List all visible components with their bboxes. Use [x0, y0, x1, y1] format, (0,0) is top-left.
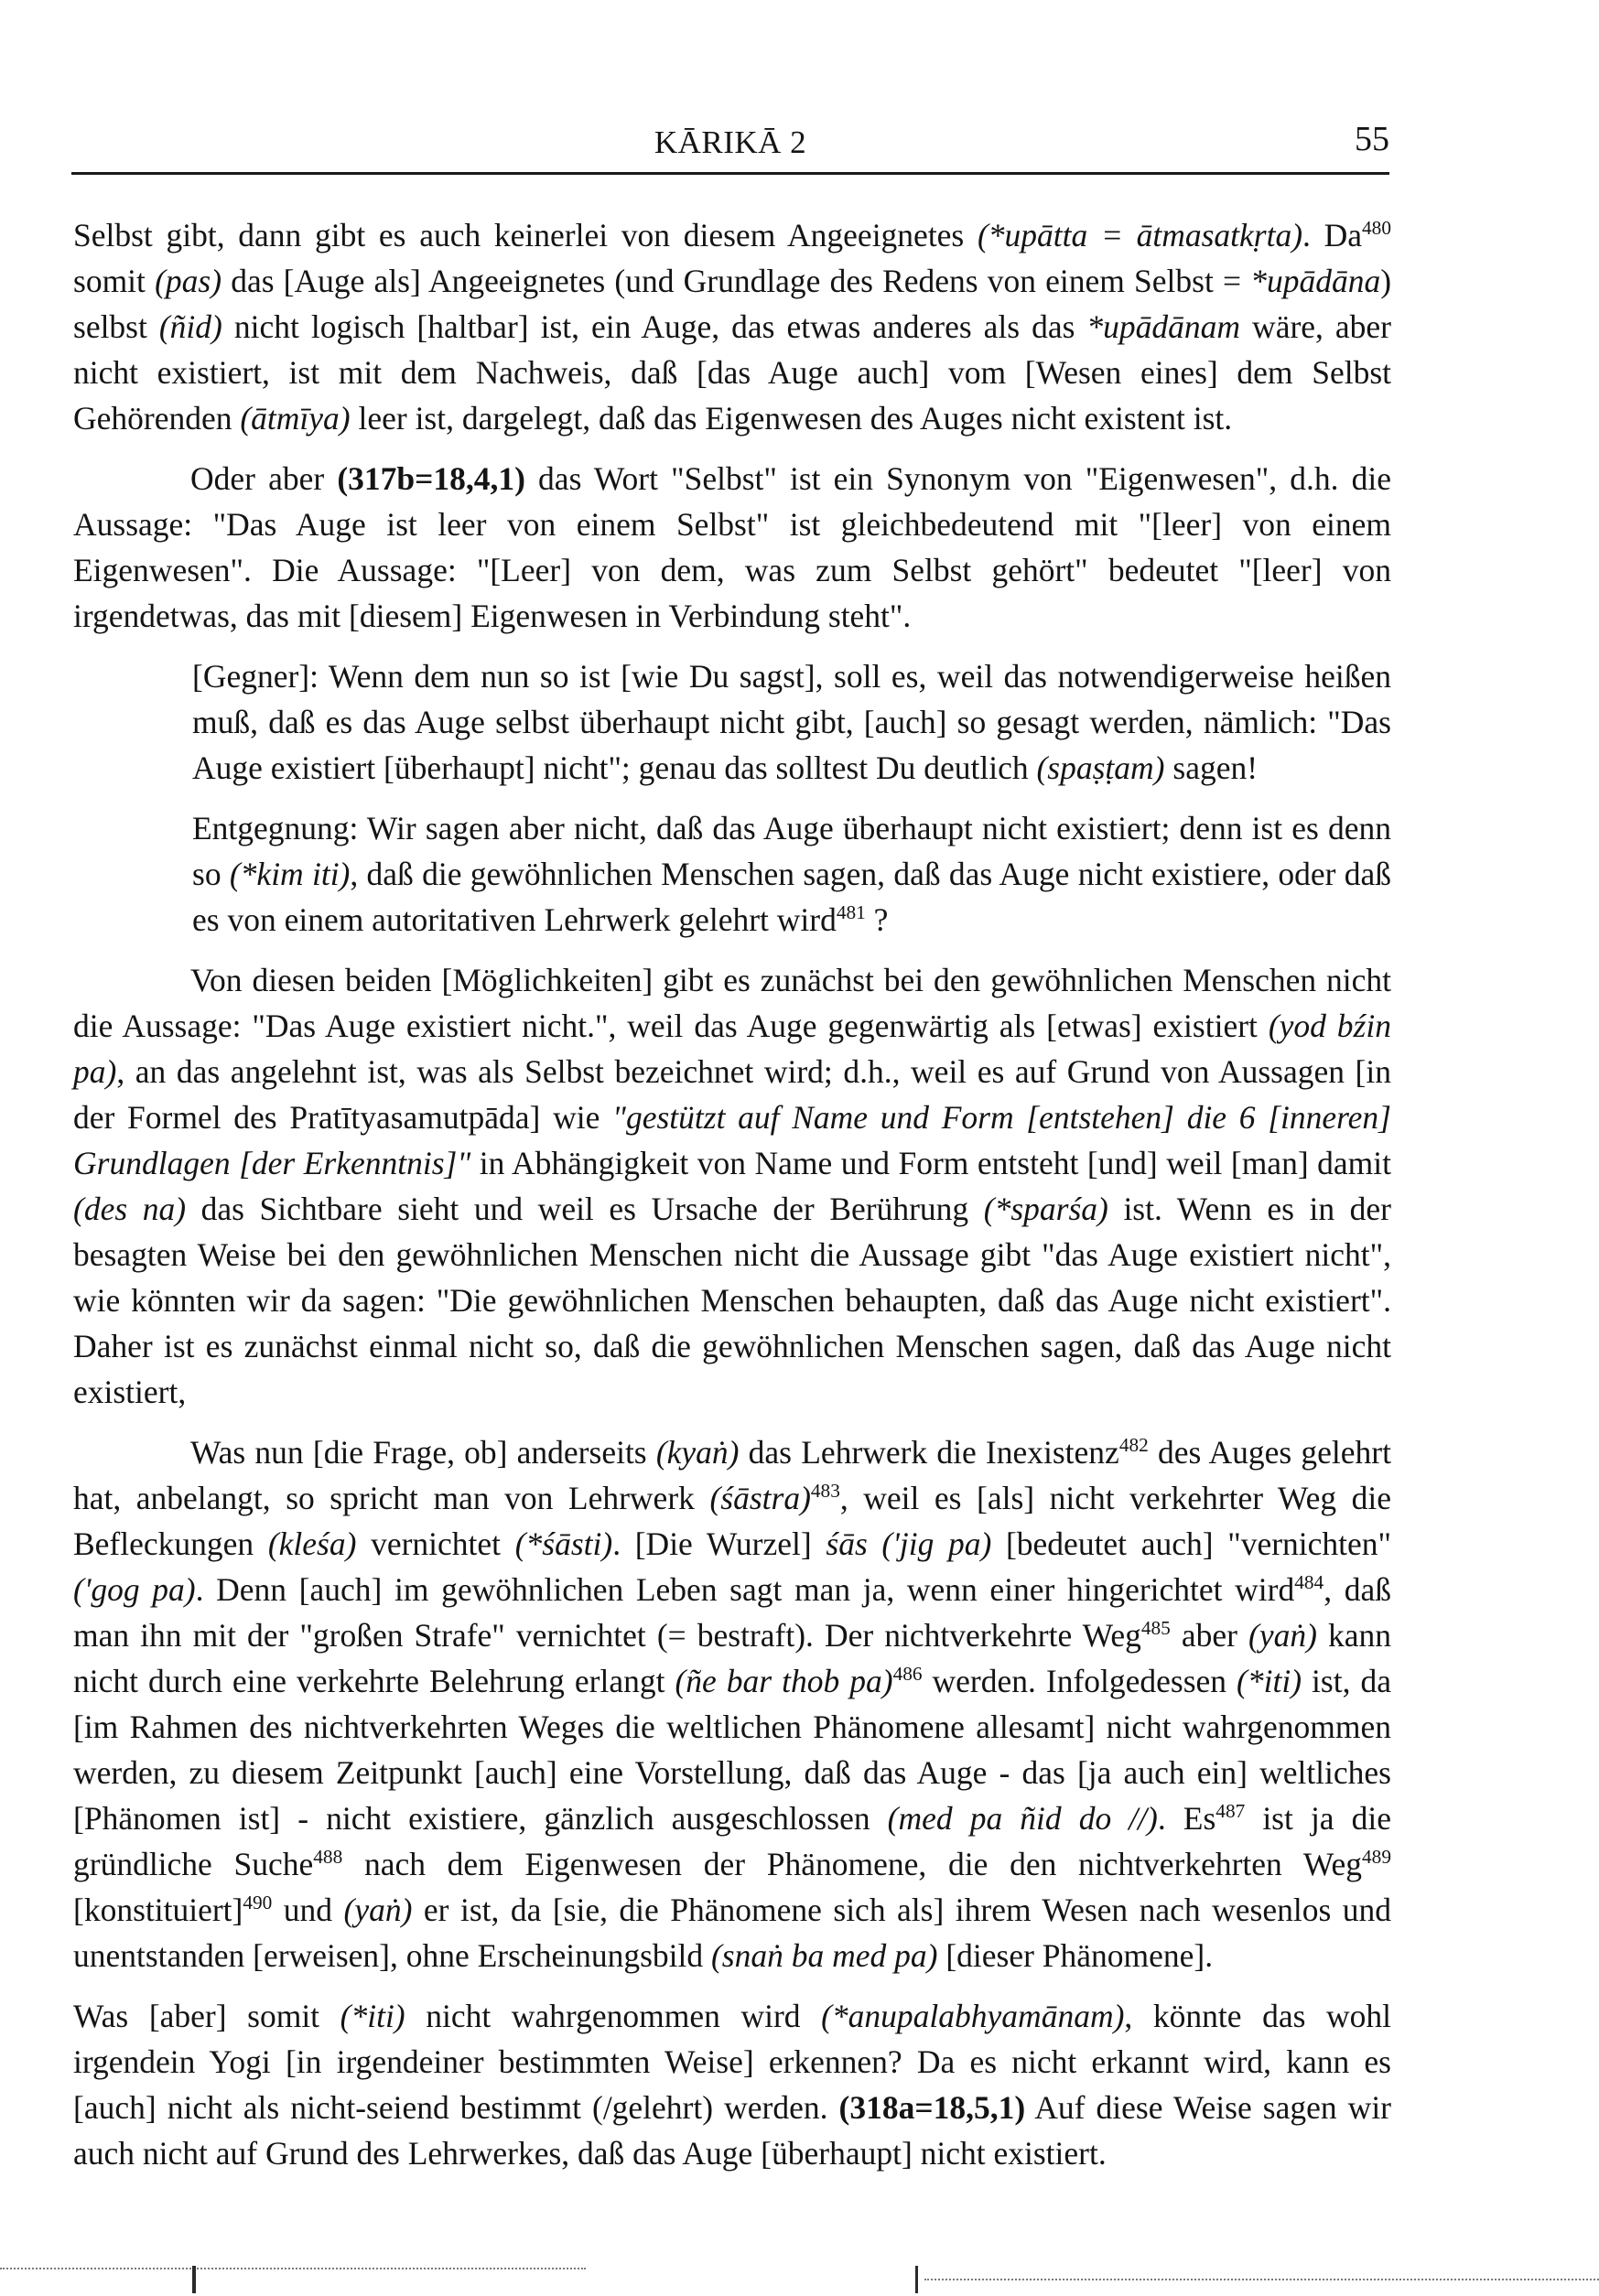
- text-run: ist ja die gründliche Suche: [73, 1800, 1392, 1882]
- text-run: . Es: [1157, 1800, 1216, 1837]
- text-run: er ist, da [sie, die Phänomene sich als] ihrem Wesen nach wesenlos und unentstanden [erweisen], ohne Erscheinungsbild: [73, 1892, 1391, 1974]
- text-run: das [Auge als] Angeeignetes (und Grundlage des Redens von einem Selbst =: [221, 263, 1251, 299]
- text-run: wäre, aber nicht existiert, ist mit dem Nachweis, daß [das Auge auch] vom [Wesen eines] dem Selbst Gehörenden: [73, 308, 1391, 437]
- footnote-ref: 487: [1215, 1800, 1246, 1823]
- italic-term: (ātmīya): [240, 400, 351, 437]
- text-run: werden. Infolgedessen: [922, 1663, 1237, 1699]
- text-run: nicht wahrgenommen wird: [405, 1998, 822, 2034]
- italic-term: (ñid): [158, 308, 222, 345]
- text-run: . Da: [1302, 217, 1363, 253]
- italic-term: ('gog pa): [73, 1571, 196, 1608]
- scan-artifact: [0, 2268, 586, 2269]
- text-run: das Sichtbare sieht und weil es Ursache der Berührung: [186, 1191, 984, 1227]
- text-run: [bedeutet auch] "vernichten": [991, 1525, 1392, 1562]
- text-run: , könnte das wohl irgendein Yogi [in irgendeiner bestimmten Weise] erkennen? Da es nicht erkannt wird, kann es [auch] nicht als nicht-seiend bestimmt (/gelehrt) werden.: [73, 1998, 1391, 2126]
- bold-reference: (318a=18,5,1): [838, 2089, 1026, 2126]
- text-run: und: [272, 1892, 344, 1928]
- text-run: Was [aber] somit: [73, 1998, 340, 2034]
- text-run: , an das angelehnt ist, was als Selbst bezeichnet wird; d.h., weil es auf Grund von Aussagen [in der Formel des Pratītyasamutpāda] wie: [73, 1053, 1391, 1136]
- bold-reference: (317b=18,4,1): [337, 460, 525, 497]
- text-run: leer ist, dargelegt, daß das Eigenwesen des Auges nicht existent ist.: [350, 400, 1233, 437]
- text-run: Auf diese Weise sagen wir auch nicht auf Grund des Lehrwerkes, daß das Auge [überhaupt] nicht existiert.: [73, 2089, 1391, 2172]
- text-run: Was nun [die Frage, ob] anderseits: [190, 1434, 656, 1471]
- italic-term: (yod bźin pa): [73, 1008, 1391, 1090]
- text-run: , daß man ihn mit der "großen Strafe" vernichtet (= bestraft). Der nichtverkehrte Weg: [73, 1571, 1391, 1654]
- text-run: vernichtet: [356, 1525, 515, 1562]
- text-run: ) selbst: [73, 263, 1392, 345]
- footnote-ref: 486: [892, 1663, 923, 1686]
- italic-term: "gestützt auf Name und Form [entstehen] die 6 [inneren] Grundlagen [der Erkenntnis]": [73, 1099, 1391, 1181]
- text-run: , daß die gewöhnlichen Menschen sagen, daß das Auge nicht existiere, oder daß es von einem autoritativen Lehrwerk gelehrt wird: [192, 856, 1391, 938]
- scan-artifact: [915, 2266, 918, 2293]
- text-run: ist, da [im Rahmen des nichtverkehrten Weges die weltlichen Phänomene allesamt] nicht wahrgenommen werden, zu diesem Zeitpunkt [auch] eine Vorstellung, daß das Auge - das [ja auch ein] weltliches [Phänomen ist] - nicht existiere, gänzlich ausgeschlossen: [73, 1663, 1391, 1837]
- italic-term: (*iti): [340, 1998, 405, 2034]
- paragraph: [73, 456, 1391, 639]
- footnote-ref: 481: [836, 901, 866, 924]
- text-run: kann nicht durch eine verkehrte Belehrung erlangt: [73, 1617, 1391, 1699]
- italic-term: (*anupalabhyamānam): [821, 1998, 1125, 2034]
- text-run: [Gegner]: Wenn dem nun so ist [wie Du sagst], soll es, weil das notwendigerweise heißen muß, daß es das Auge selbst überhaupt nicht gibt, [auch] so gesagt werden, nämlich: "Das Auge existiert [überhaupt] nicht"; genau das solltest Du deutlich: [192, 658, 1391, 786]
- text-run: [konstituiert]: [73, 1892, 243, 1928]
- text-run: des Auges gelehrt hat, anbelangt, so spricht man von Lehrwerk: [73, 1434, 1391, 1516]
- text-run: das Wort "Selbst" ist ein Synonym von "Eigenwesen", d.h. die Aussage: "Das Auge ist leer von einem Selbst" ist gleichbedeutend mit "[leer] von einem Eigenwesen". Die Aussage: "[Leer] von dem, was zum Selbst gehört" bedeutet "[leer] von irgendetwas, das mit [diesem] Eigenwesen in Verbindung steht".: [73, 460, 1391, 634]
- paragraph: [73, 1429, 1391, 1978]
- italic-term: (*sparśa): [983, 1191, 1108, 1227]
- paragraph: [73, 957, 1391, 1415]
- text-run: ?: [865, 901, 889, 938]
- quoted-paragraph: [192, 653, 1391, 791]
- text-run: Entgegnung: Wir sagen aber nicht, daß das Auge überhaupt nicht existiert; denn ist es denn so: [192, 810, 1391, 892]
- page-number: 55: [1355, 120, 1389, 158]
- italic-term: (kyaṅ): [655, 1434, 740, 1471]
- text-run: . [Die Wurzel]: [612, 1525, 827, 1562]
- italic-term: (yaṅ): [1248, 1617, 1317, 1654]
- text-run: in Abhängigkeit von Name und Form entsteht [und] weil [man] damit: [470, 1145, 1391, 1181]
- italic-term: *upādāna: [1250, 263, 1381, 299]
- text-run: sagen!: [1164, 749, 1259, 786]
- italic-term: (spaṣṭam): [1036, 749, 1165, 786]
- footnote-ref: 483: [810, 1480, 840, 1503]
- italic-term: (snaṅ ba med pa): [710, 1937, 938, 1974]
- text-run: nicht logisch [haltbar] ist, ein Auge, das etwas anderes als das: [221, 308, 1087, 345]
- body-text: [73, 212, 1391, 2191]
- italic-term: (kleśa): [267, 1525, 357, 1562]
- footnote-ref: 480: [1362, 217, 1391, 240]
- italic-term: (pas): [155, 263, 222, 299]
- italic-term: (med pa ñid do //): [887, 1800, 1158, 1837]
- italic-term: (*kim iti): [229, 856, 351, 892]
- italic-term: (*upātta = ātmasatkṛta): [977, 217, 1303, 253]
- text-run: somit: [73, 263, 156, 299]
- italic-term: *upādānam: [1086, 308, 1241, 345]
- italic-term: (*iti): [1237, 1663, 1302, 1699]
- footnote-ref: 482: [1118, 1434, 1149, 1457]
- scan-artifact: [924, 2279, 1599, 2280]
- italic-term: (*śāsti): [514, 1525, 613, 1562]
- footnote-ref: 484: [1294, 1571, 1324, 1594]
- quoted-paragraph: [192, 805, 1391, 943]
- italic-term: śās ('jig pa): [826, 1525, 992, 1562]
- footnote-ref: 485: [1140, 1617, 1171, 1640]
- italic-term: (śāstra): [709, 1480, 811, 1516]
- italic-term: (ñe bar thob pa): [675, 1663, 893, 1699]
- paragraph: [73, 1993, 1391, 2176]
- text-run: aber: [1170, 1617, 1249, 1654]
- page-header: [71, 117, 1389, 175]
- text-run: . Denn [auch] im gewöhnlichen Leben sagt man ja, wenn einer hingerichtet wird: [195, 1571, 1295, 1608]
- text-run: [dieser Phänomene].: [937, 1937, 1214, 1974]
- text-run: ist. Wenn es in der besagten Weise bei den gewöhnlichen Menschen nicht die Aussage gibt "das Auge existiert nicht", wie könnten wir da sagen: "Die gewöhnlichen Menschen behaupten, daß das Auge nicht existiert". Daher ist es zunächst einmal nicht so, daß die gewöhnlichen Menschen sagen, daß das Auge nicht existiert,: [73, 1191, 1392, 1410]
- text-run: nach dem Eigenwesen der Phänomene, die den nichtverkehrten Weg: [342, 1846, 1363, 1882]
- footnote-ref: 489: [1362, 1846, 1391, 1869]
- italic-term: (yaṅ): [343, 1892, 413, 1928]
- footnote-ref: 488: [313, 1846, 343, 1869]
- running-title: KĀRIKĀ 2: [654, 124, 807, 160]
- paragraph: [73, 212, 1391, 441]
- text-run: , weil es [als] nicht verkehrter Weg die Befleckungen: [73, 1480, 1391, 1562]
- italic-term: (des na): [73, 1191, 187, 1227]
- footnote-ref: 490: [243, 1892, 273, 1914]
- scan-artifact: [192, 2266, 196, 2293]
- text-run: Oder aber: [190, 460, 338, 497]
- text-run: das Lehrwerk die Inexistenz: [739, 1434, 1119, 1471]
- text-run: Von diesen beiden [Möglichkeiten] gibt es zunächst bei den gewöhnlichen Menschen nicht die Aussage: "Das Auge existiert nicht.", weil das Auge gegenwärtig als [etwas] existiert: [73, 962, 1391, 1044]
- text-run: Selbst gibt, dann gibt es auch keinerlei von diesem Angeeignetes: [73, 217, 978, 253]
